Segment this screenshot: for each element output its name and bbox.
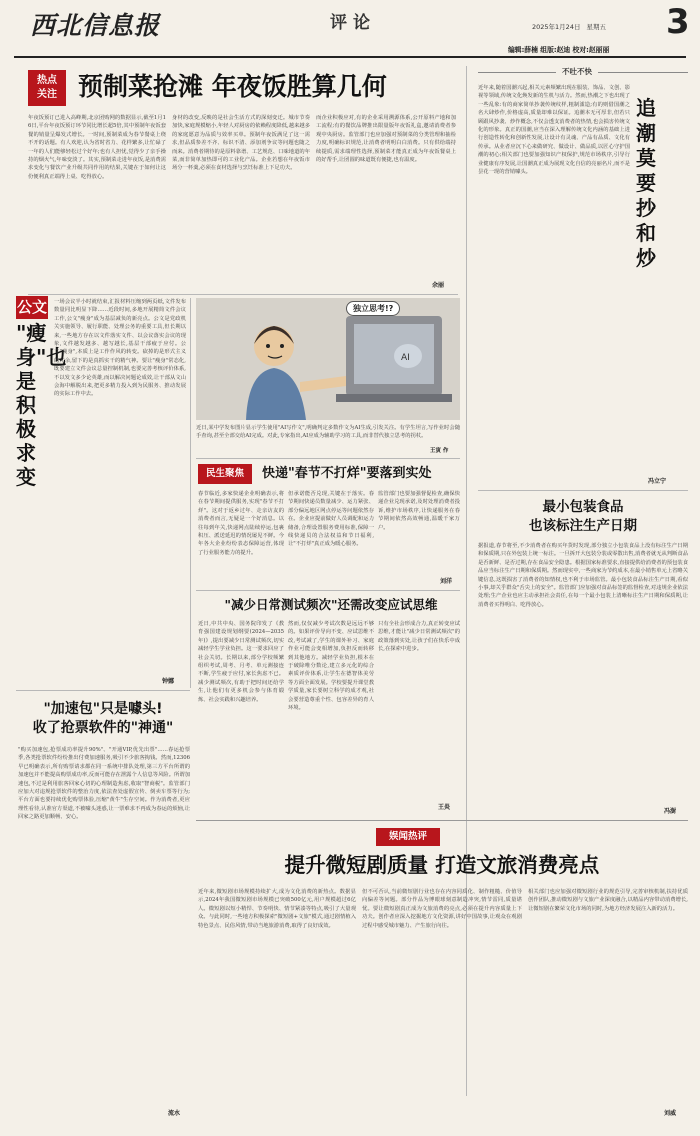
courier-body-col1: 春节临近,多家快递企业明确表示,将在春节期间提供服务,实现"春节不打烊"。这对于返乡过年、走亲访友的消费者而言,无疑是一个好消息。以往每到年关,快递网点陆续停运,包裹积压、派送延迟的情况屡见不鲜。今年各大企业纷纷表态保障运营,体现了行业服务能力的提升。	[198, 491, 284, 556]
lead-headline: 预制菜抢滩 年夜饭胜算几何	[78, 72, 387, 101]
section-name: 评论	[330, 13, 376, 33]
lead-body-col2: 身材的改变,反映的是社会生活方式的深刻变迁。城市节奏加快,家庭规模缩小,年轻人对厨房的依赖程度降低,越来越多的家庭愿意为品质与效率买单。预制年夜饭满足了这一需求,但品质参差不齐、标识不清、添加剂争议等问题也随之而来。消费者期待的是原料靠谱、工艺规范、口味地道的年菜,而非简单加热即可的工业化产品。企业若想在年夜饭市场分一杯羹,必须在食材选择与烹饪标准上下足功夫。	[172, 115, 310, 172]
speed-body: "购买加速包,抢票成功率提升90%"、"开通VIP,优先出票"……春运抢票季,各类抢票软件纷纷推出付费加速服务,吸引不少旅客掏钱。然而,12306早已明确表示,所有购票请求都在同一系统中排队处理,第三方平台所谓的加速包并不能提高购票成功率,反而可能存在泄露个人信息等风险。所谓加速包,不过是利用旅客回家心切的心理制造焦虑,收取"智商税"。监管部门应加大对违规抢票软件的整治力度,依法查处虚假宣传、倒卖车票等行为;平台方面也要持续优化购票体验,压缩"黄牛"生存空间。作为消费者,更应理性看待,认准官方渠道,不被噱头迷惑,让一票难求不再成为春运的烦恼,让回家之路更加顺畅、安心。	[18, 747, 190, 821]
exam-headline: "减少日常测试频次"还需改变应试思维	[224, 597, 438, 612]
sidebar-author: 冯立宁	[648, 478, 667, 485]
slim-title-block	[16, 296, 67, 526]
sidebar-header	[478, 66, 688, 76]
newspaper-logo: 西北信息报	[30, 11, 161, 40]
issue-weekday: 星期五	[586, 23, 607, 31]
lead-body-col1: 年夜饭预订已进入高峰期,北京团购网的数据显示,截至1月16日,平台年夜饭预订环节同比增长超5倍,其中预制年夜饭套餐的销量呈爆发式增长。一时间,预制菜成为春节餐桌上绕不开的话题。有人欢迎,认为省时省力、花样繁多,让忙碌了一年的人们能够轻松过个好年;也有人担忧,觉得少了亲手操持的烟火气,年味变淡了。其实,预制菜走进年夜饭,是消费需求变化与餐饮产业升级共同作用的结果,关键在于如何让这份便利真正端得上桌、吃得放心。	[28, 115, 166, 180]
slim-body: 一场会议半小时就结束,汇报材料压缩到两页纸,文件发布数量同比明显下降……近段时间,多地开展精简文件会议工作,公文"瘦身"成为基层减负的新亮点。公文是党政机关实施领导、履行职能、处理公务的重要工具,但长期以来,一些地方存在以文件落实文件、以会议落实会议的现象,文件越发越多、越写越长,基层干部疲于应付。公文"瘦身",本质上是工作作风的转变。砍掉的是形式主义的冗余,留下的是真抓实干的精气神。要让"瘦身"常态化,既要建立文件会议总量控制机制,也要完善考核评价体系,不以发文多少论英雄,而以解决问题论成效,让干部从文山会海中解脱出来,把更多精力投入到为民服务、推动发展的实际工作中去。	[54, 299, 186, 398]
speed-author: 流水	[168, 1110, 181, 1117]
drama-body-col3: 相关部门也应加强对微短剧行业的规范引导,完善审核机制,扶持优质创作团队,推动微短剧与文旅产业深度融合,以精品内容带动消费增长,让微短剧在繁荣文化市场的同时,为地方经济发展注入新的活力。	[528, 889, 688, 912]
cartoon-caption: 近日,某中学发布图片显示学生使用"AI写作文",明确判定多数作文为AI生成,引发关注。有学生坦言,写作业时会随手查询,甚至全部交给AI完成。对此,专家指出,AI应成为辅助学习的工具,而非替代独立思考的拐杖。	[196, 425, 460, 440]
page-number: 3	[666, 2, 690, 42]
badge-line: 关注	[37, 89, 57, 100]
drama-headline: 提升微短剧质量 打造文旅消费亮点	[284, 853, 600, 877]
masthead	[0, 0, 700, 62]
drama-author: 刘威	[664, 1110, 677, 1117]
slim-author: 钟娜	[162, 678, 175, 685]
slim-badge: 公文	[16, 296, 48, 319]
exam-body-col2: 然而,仅仅减少考试次数是远远不够的。如果评价导向不变、应试思维不改,考试减了,学生的课外补习、家庭作业可能会变相增加,负担反而转移到其他地方。减轻学业负担,根本在于破除唯分数论,建立多元化的综合素质评价体系,让学生在德智体美劳等方面全面发展。学校要提升课堂教学质量,家长要树立科学的成才观,社会要营造尊重个性、包容差异的育人环境。	[288, 621, 374, 712]
cartoon-illustration	[196, 298, 460, 420]
cartoon-credit: 王寅 作	[430, 448, 449, 454]
courier-body-col2: 但承诺能否兑现,关键在于落实。春节期间快递员数量减少、运力紧张、部分偏远地区网点停运等问题依然存在。企业应提前做好人员调配和运力储备,合理设置服务费用标准,保障一线快递员的合法权益和节日福利,让"不打烊"真正成为暖心服务。	[288, 491, 374, 548]
editor-credits: 编辑:薛楠 组版:赵迪 校对:赵丽丽	[508, 46, 610, 54]
cartoon-drawing	[196, 298, 460, 420]
pack-body: 据报道,春节将至,不少消费者在购买年货时发现,部分独立小包装食品上没有标注生产日期和保质期,只在外包装上统一标注。一旦拆开大包装分装或零散出售,消费者就无从判断食品是否新鲜、是否过期,存在食品安全隐患。根据国家标准要求,直接提供给消费者的预包装食品应当标注生产日期和保质期。然而现实中,一些商家为节约成本,在最小销售单元上省略关键信息,这既损害了消费者的知情权,也不利于市场监管。最小包装食品标注生产日期,看似小事,却关乎群众"舌尖上的安全"。监管部门应加强对食品标签的监督检查,对违规企业依法处理;生产企业也应主动承担社会责任,在每一个最小包装上清晰标注生产日期和保质期,让消费者买得明白、吃得放心。	[478, 543, 688, 608]
pack-author: 冯澍	[664, 808, 677, 815]
courier-author: 刘洋	[440, 578, 453, 585]
courier-body-col3: 监管部门也要加强督促检查,确保快递企业兑现承诺,及时处理消费者投诉,维护市场秩序,让快递服务在春节期间依然高效畅通,温暖千家万户。	[378, 491, 460, 531]
sidebar-title: 追潮莫要抄和炒	[636, 96, 656, 270]
badge-line: 热点	[37, 75, 57, 86]
pack-title-line1: 最小包装食品	[542, 499, 624, 515]
masthead-date-line	[532, 22, 606, 31]
cartoon-speech-bubble	[346, 301, 400, 316]
issue-date: 2025年1月24日	[532, 23, 581, 31]
drama-body-col2: 但不可否认,当前微短剧行业也存在内容同质化、制作粗糙、价值导向偏差等问题。部分作品为博眼球刻意制造冲突,情节雷同,质量堪忧。要让微短剧真正成为文旅消费的亮点,必须在提升内容质量上下功夫。创作者应深入挖掘地方文化资源,讲好中国故事,让观众在观剧过程中感受城市魅力、产生旅行向往。	[362, 889, 522, 929]
hot-topic-badge	[28, 70, 66, 106]
speed-title-line2: 收了抢票软件的"神通"	[32, 720, 174, 736]
speed-title-line1: "加速包"只是噱头!	[43, 701, 163, 717]
exam-author: 王炎	[438, 804, 451, 811]
lead-body-col3: 而企业积极应对,有的企业采用溯源体系,公开原料产地和加工流程;有的餐饮品牌推出限量版年夜饭礼盒,邀请消费者参观中央厨房。监管部门也应加强对预制菜的分类管理和抽检力度,明确标识规范,让消费者明明白白消费。只有供给端持续提质,需求端理性选择,预制菜才能真正成为年夜饭餐桌上的好帮手,让团圆的味道既有便捷,也有温度。	[316, 115, 456, 164]
exam-body-col3: 只有全社会形成合力,真正转变应试思维,才能让"减少日常测试频次"的政策落到实处,让孩子们在快乐中成长,在探索中进步。	[378, 621, 460, 653]
pack-headline	[478, 498, 688, 536]
slim-title: "瘦身"也是积极求变	[16, 321, 67, 489]
sidebar-body: 近年来,随着国潮兴起,相关元素频繁出现在服装、饰品、文创、影视等领域,传统文化焕发新的生机与活力。然而,热潮之下也出现了一些乱象:有的商家简单抄袭传统纹样,粗制滥造;有的则借国潮之名大肆炒作,价格虚高,质量却难以保证。追潮本无可厚非,但若只顾跟风抄袭、炒作概念,不仅会透支消费者的热情,也会损害传统文化的形象。真正的国潮,应当在深入理解传统文化内涵的基础上进行创造性转化和创新性发展,让设计有灵魂、产品有品质、文化有传承。从业者应沉下心来做研究、做设计、做品质,以匠心守护国潮的初心;相关部门也要加强知识产权保护,规范市场秩序,引导行业健康有序发展,让国潮真正成为展现文化自信的亮丽名片,而不是昙花一现的营销噱头。	[478, 85, 630, 176]
ai-label: AI	[401, 353, 410, 363]
courier-headline: 快递"春节不打烊"要落到实处	[262, 466, 432, 481]
sidebar-header-label: 不吐不快	[556, 66, 598, 77]
drama-body-col1: 近年来,微短剧市场规模持续扩大,成为文化消费的新热点。数据显示,2024年我国微短剧市场规模已突破500亿元,用户规模超过6亿人。微短剧以短小精悍、节奏明快、情节紧凑等特点,吸引了大量观众。与此同时,一些地方积极探索"微短剧+文旅"模式,通过剧情植入特色景点、民俗风情,带动当地旅游消费,取得了良好成效。	[198, 889, 356, 929]
exam-body-col1: 近日,中共中央、国务院印发了《教育强国建设规划纲要(2024—2035年)》,提出要减少日常测试频次,切实减轻学生学业负担。这一要求回应了社会关切。长期以来,部分学校频繁组织考试,周考、月考、单元测接连不断,学生疲于应付,家长焦虑不已。减少测试频次,有助于把时间还给学生,让他们有更多机会参与体育锻炼、社会实践和兴趣培养。	[198, 621, 284, 703]
drama-badge: 娱闻热评	[376, 828, 440, 846]
speed-headline	[18, 700, 188, 738]
cartoon-speech-text: 独立思考!?	[353, 304, 394, 313]
courier-badge: 民生聚焦	[198, 464, 252, 484]
pack-title-line2: 也该标注生产日期	[529, 518, 637, 534]
lead-author: 余丽	[432, 282, 445, 289]
